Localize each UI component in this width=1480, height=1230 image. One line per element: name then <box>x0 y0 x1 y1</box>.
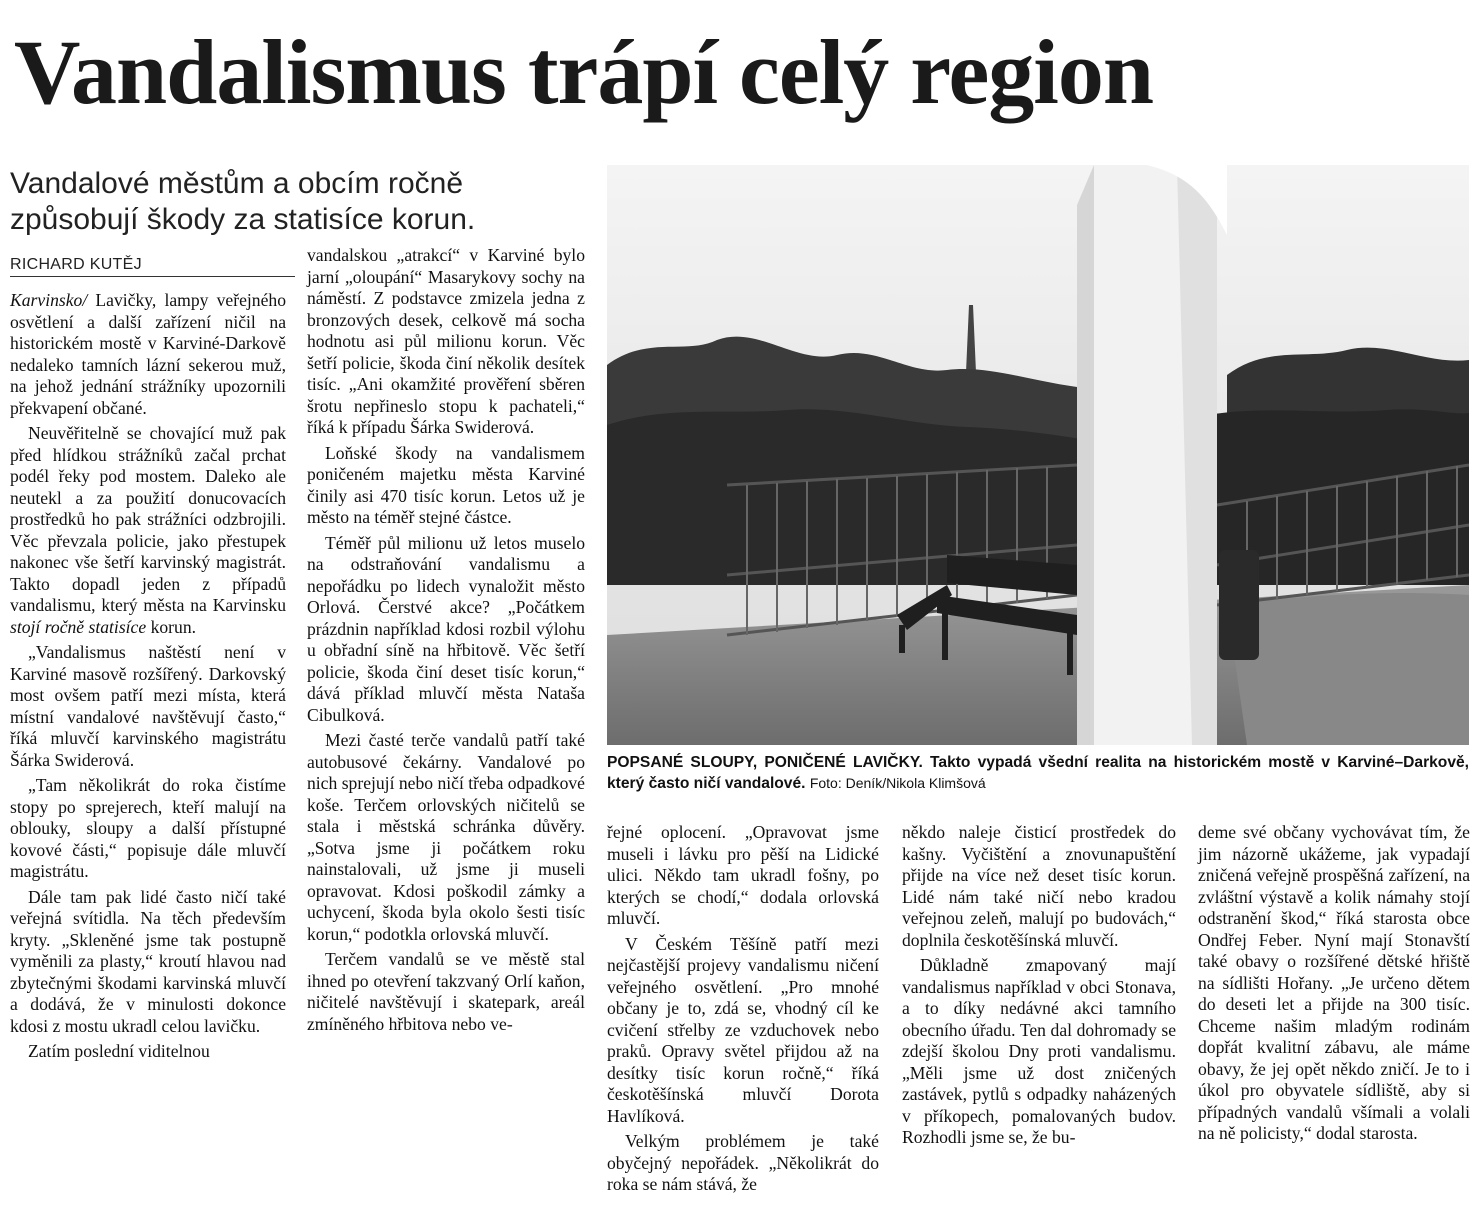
byline: RICHARD KUTĚJ <box>10 256 142 273</box>
paragraph <box>10 290 286 419</box>
paragraph: Mezi časté terče vandalů patří také autobusové čekárny. Vandalové po nich sprejují nebo ničí třeba odpadkové koše. Terčem orlovských ničitelů se stala i městská schránka důvěry. „Sotva jsme ji počátkem roku nainstalovali, už jsme ji museli opravovat. Kdosi poškodil zámky a uchycení, škoda byla okolo šesti tisíc korun,“ podotkla orlovská mluvčí. <box>307 730 585 944</box>
paragraph: Velkým problémem je také obyčejný nepořádek. „Několikrát do roka se nám stává, že <box>607 1131 879 1194</box>
paragraph: deme své občany vychovávat tím, že jim názorně ukážeme, jak vypadají zničená veřejně prospěšná zařízení, na zvláštní výstavě a kolik námahy stojí odstranění škod,“ říká starosta obce Ondřej Feber. Nyní mají Stonavští také obavy o rozšířené dětské hřiště na sídlišti Hořany. „Je určeno dětem do deseti let a přijde na 300 tisíc. Chceme našim mladým rodinám dopřát kvalitní zábavu, ale máme obavy, že jej opět někdo zničí. Je to i úkol pro obyvatele sídliště, aby si případných vandalů všímali a volali na ně policisty,“ dodal starosta. <box>1198 822 1470 1143</box>
caption-headline: POPSANÉ SLOUPY, PONIČENÉ LAVIČKY. <box>607 754 923 771</box>
article-column-5 <box>1198 822 1470 1145</box>
paragraph: vandalskou „atrakcí“ v Karviné bylo jarní „oloupání“ Masarykovy sochy na náměstí. Z podstavce zmizela jedna z bronzových desek, celkově má socha hodnotu asi půl milionu korun. Věc šetří policie, škoda činí několik desítek tisíc. „Ani okamžité prověření sběren šrotu nepřineslo stopu k pachateli,“ říká k případu Šárka Swiderová. <box>307 245 585 437</box>
paragraph-text: korun. <box>146 616 197 637</box>
paragraph: Loňské škody na vandalismem poničeném majetku města Karviné činily asi 470 tisíc korun. Letos už je město na téměř stejné částce. <box>307 442 585 527</box>
article-column-2 <box>307 245 585 1035</box>
paragraph <box>10 423 286 638</box>
byline-rule <box>10 276 295 277</box>
paragraph: V Českém Těšíně patří mezi nejčastější projevy vandalismu ničení veřejného osvětlení. „Pro mnohé občany je to, zdá se, vhodný cíl ke cvičení střelby ze vzduchovek nebo praků. Opravy světel přijdou až na desítky tisíc korun ročně,“ říká českotěšínská mluvčí Dorota Havlíková. <box>607 933 879 1126</box>
paragraph: Téměř půl milionu už letos muselo na odstraňování vandalismu a nepořádku po lidech vynaložit město Orlová. Čerstvé akce? „Počátkem prázdnin například kdosi rozbil výlohu u obřadní síně na hřbitově. Věc šetří policie, škoda činí deset tisíc korun,“ dává příklad mluvčí města Nataša Cibulková. <box>307 532 585 725</box>
subhead: Vandalové městům a obcím ročně způsobují škody za statisíce korun. <box>10 167 476 236</box>
dateline: Karvinsko/ <box>10 290 88 310</box>
article-column-3 <box>607 822 879 1196</box>
paragraph: Zatím poslední viditelnou <box>28 1041 210 1061</box>
article-column-4 <box>902 822 1176 1149</box>
headline: Vandalismus trápí celý region <box>14 21 1154 123</box>
paragraph: Terčem vandalů se ve městě stal ihned po otevření takzvaný Orlí kaňon, ničitelé navštěvují i skatepark, areál zmíněného hřbitova nebo ve- <box>307 949 585 1034</box>
photo-illustration <box>607 165 1469 745</box>
paragraph: řejné oplocení. „Opravovat jsme museli i lávku pro pěší na Lidické ulici. Někdo tam ukradl fošny, po kterých se chodí,“ dodala orlovská mluvčí. <box>607 822 879 928</box>
paragraph: Důkladně zmapovaný mají vandalismus například v obci Stonava, a to díky nedávné akci tamního obecního úřadu. Ten dal dohromady se zdejší školou Dny proti vandalismu. „Měli jsme už dost zničených zastávek, pytlů s odpadky naházených v příkopech, pomalovaných budov. Rozhodli jsme se, že bu- <box>902 955 1176 1147</box>
paragraph: někdo naleje čisticí prostředek do kašny. Vyčištění a znovunapuštění přijde na více než deset tisíc korun. Lidé nám také ničí nebo kradou veřejnou zeleň, malují po budovách,“ doplnila českotěšínská mluvčí. <box>902 822 1176 950</box>
paragraph: „Tam několikrát do roka čistíme stopy po sprejerech, kteří malují na oblouky, sloupy a další přístupné kovové části,“ popisuje dále mluvčí magistrátu. <box>10 775 286 881</box>
bridge-photo <box>607 165 1469 745</box>
emphasis: stojí ročně statisíce <box>10 616 147 637</box>
photo-caption <box>607 752 1469 794</box>
paragraph: Dále tam pak lidé často ničí také veřejná svítidla. Na těch především kryty. „Skleněné jsme tak postupně vyměnili za plasty,“ kroutí hlavou nad zbytečnými škodami karvinská mluvčí a dodává, že v minulosti dokonce kdosi z mostu ukradl celou lavičku. <box>10 886 286 1036</box>
paragraph-text: Neuvěřitelně se chovající muž pak před hlídkou strážníků začal prchat podél řeky pod mostem. Daleko ale neutekl a za použití donucovacích prostředků ho pak strážníci odzbrojili. Věc převzala policie, jako přestupek nakonec vše šetří karvinský magistrát. Takto dopadl jeden z případů vandalismu, který města na Karvinsku <box>10 423 286 615</box>
paragraph: „Vandalismus naštěstí není v Karviné masově rozšířený. Darkovský most ovšem patří mezi místa, která místní vandalové navštěvují často,“ říká mluvčí karvinského magistrátu Šárka Swiderová. <box>10 642 286 770</box>
photo-credit: Foto: Deník/Nikola Klimšová <box>809 775 986 791</box>
article-column-1 <box>10 290 286 1063</box>
paragraph-text: Lavičky, lampy veřejného osvětlení a další zařízení ničil na historickém mostě v Karviné-Darkově nedaleko tamních lázní sekerou muž, na jehož jednání strážníky upozornili překvapení občané. <box>10 290 286 418</box>
caption-text: Takto vypadá všední realita na historickém mostě v Karviné–Darkově, který často ničí vandalové. <box>607 754 1470 792</box>
